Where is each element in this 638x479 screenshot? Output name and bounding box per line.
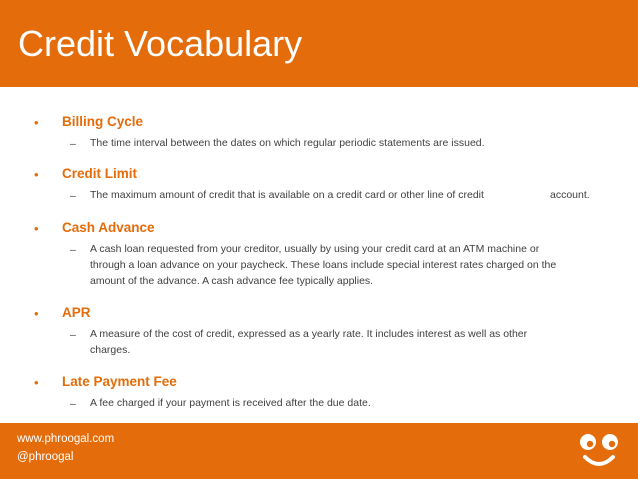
- dash-icon: –: [70, 190, 76, 202]
- title-bar: [0, 0, 638, 87]
- smiley-face-icon: [578, 431, 620, 471]
- bullet-icon: •: [34, 221, 39, 236]
- footer-website: www.phroogal.com: [17, 433, 115, 445]
- dash-icon: –: [70, 398, 76, 410]
- bullet-icon: •: [34, 115, 39, 130]
- slide-title: Credit Vocabulary: [18, 23, 303, 64]
- term-credit-limit: Credit Limit: [62, 166, 138, 181]
- definition-credit-limit-tail: account.: [550, 189, 590, 201]
- dash-icon: –: [70, 329, 76, 341]
- definition-apr-line1: A measure of the cost of credit, expressed as a yearly rate. It includes interest as well as other: [90, 328, 528, 340]
- footer-bar: [0, 423, 638, 479]
- definition-apr-line2: charges.: [90, 344, 131, 356]
- term-cash-advance: Cash Advance: [62, 220, 155, 235]
- dash-icon: –: [70, 244, 76, 256]
- term-apr: APR: [62, 305, 91, 320]
- bullet-icon: •: [34, 167, 39, 182]
- definition-cash-advance-line1: A cash loan requested from your creditor, usually by using your credit card at an ATM machine or: [90, 243, 540, 255]
- footer-handle: @phroogal: [17, 451, 74, 463]
- term-billing-cycle: Billing Cycle: [62, 114, 144, 129]
- definition-late-payment-fee: A fee charged if your payment is received after the due date.: [90, 397, 371, 409]
- definition-billing-cycle: The time interval between the dates on which regular periodic statements are issued.: [90, 137, 485, 149]
- definition-cash-advance-line2: through a loan advance on your paycheck. These loans include special interest rates charged on the: [90, 259, 557, 271]
- bullet-icon: •: [34, 306, 39, 321]
- bullet-icon: •: [34, 375, 39, 390]
- definition-cash-advance-line3: amount of the advance. A cash advance fee typically applies.: [90, 275, 374, 287]
- definition-credit-limit: The maximum amount of credit that is available on a credit card or other line of credit: [90, 189, 484, 201]
- term-late-payment-fee: Late Payment Fee: [62, 374, 177, 389]
- dash-icon: –: [70, 138, 76, 150]
